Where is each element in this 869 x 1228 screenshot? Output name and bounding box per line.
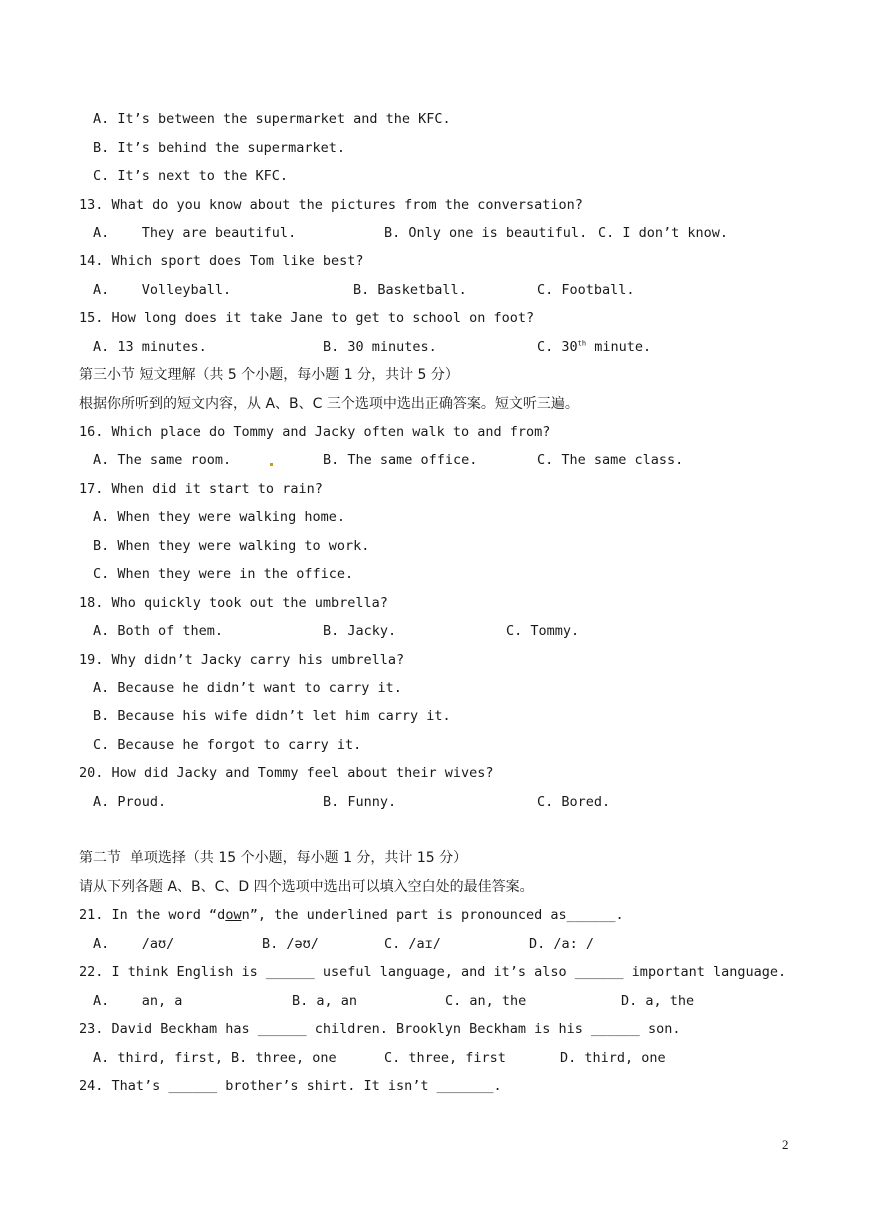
q15-option-b: B. 30 minutes. [323, 339, 437, 355]
q17-question: 17. When did it start to rain? [79, 481, 323, 497]
q21-option-d: D. /a: / [529, 936, 595, 952]
q19-option-c: C. Because he forgot to carry it. [93, 737, 362, 753]
q21-option-b: B. /əʊ/ [262, 936, 319, 952]
q20-question: 20. How did Jacky and Tommy feel about their wives? [79, 765, 494, 781]
q18-option-b: B. Jacky. [323, 623, 397, 639]
q13-option-c: C. I don’t know. [598, 225, 729, 241]
section3-heading: 第三小节 短文理解（共 5 个小题，每小题 1 分，共计 5 分） [79, 367, 459, 383]
q18-question: 18. Who quickly took out the umbrella? [79, 595, 388, 611]
q17-option-a: A. When they were walking home. [93, 509, 345, 525]
q19-option-b: B. Because his wife didn’t let him carry it. [93, 708, 451, 724]
q14-option-c: C. Football. [537, 282, 635, 298]
q16-option-b: B. The same office. [323, 452, 478, 468]
page-number: 2 [782, 1137, 789, 1152]
q14-option-b: B. Basketball. [353, 282, 467, 298]
section2-instruction: 请从下列各题 A、B、C、D 四个选项中选出可以填入空白处的最佳答案。 [79, 879, 534, 895]
stray-dot-mark [270, 463, 273, 466]
section3-instruction: 根据你所听到的短文内容，从 A、B、C 三个选项中选出正确答案。短文听三遍。 [79, 396, 579, 412]
q15-option-a: A. 13 minutes. [93, 339, 207, 355]
q23-option-c: C. three, first [384, 1050, 506, 1066]
q23-option-d: D. third, one [560, 1050, 666, 1066]
q13-question: 13. What do you know about the pictures from the conversation? [79, 197, 583, 213]
q24-question: 24. That’s ______ brother’s shirt. It isn’t _______. [79, 1078, 502, 1094]
q17-option-b: B. When they were walking to work. [93, 538, 370, 554]
q13-option-b: B. Only one is beautiful. [384, 225, 588, 241]
q21-question: 21. In the word “down”, the underlined part is pronounced as______. [79, 907, 624, 923]
q14-option-a: A. Volleyball. [93, 282, 232, 298]
q20-option-c: C. Bored. [537, 794, 611, 810]
q18-option-c: C. Tommy. [506, 623, 580, 639]
q19-option-a: A. Because he didn’t want to carry it. [93, 680, 402, 696]
q21-option-a: A. /aʊ/ [93, 936, 175, 952]
q13-option-a: A. They are beautiful. [93, 225, 297, 241]
q22-option-d: D. a, the [621, 993, 695, 1009]
section2-heading: 第二节 单项选择（共 15 个小题，每小题 1 分，共计 15 分） [79, 850, 468, 866]
q14-question: 14. Which sport does Tom like best? [79, 253, 364, 269]
q23-question: 23. David Beckham has ______ children. Brooklyn Beckham is his ______ son. [79, 1021, 681, 1037]
q22-option-c: C. an, the [445, 993, 527, 1009]
q17-option-c: C. When they were in the office. [93, 566, 354, 582]
q21-option-c: C. /aɪ/ [384, 936, 441, 952]
q12-option-a: A. It’s between the supermarket and the KFC. [93, 111, 451, 127]
q22-question: 22. I think English is ______ useful language, and it’s also ______ important language. [79, 964, 787, 980]
q22-option-b: B. a, an [292, 993, 358, 1009]
q22-option-a: A. an, a [93, 993, 183, 1009]
q15-option-c: C. 30th minute. [537, 339, 652, 355]
q23-option-a: A. third, first, [93, 1050, 224, 1066]
q20-option-a: A. Proud. [93, 794, 167, 810]
q18-option-a: A. Both of them. [93, 623, 224, 639]
q16-option-c: C. The same class. [537, 452, 684, 468]
q23-option-b: B. three, one [231, 1050, 337, 1066]
q15-question: 15. How long does it take Jane to get to school on foot? [79, 310, 535, 326]
q16-question: 16. Which place do Tommy and Jacky often walk to and from? [79, 424, 551, 440]
q20-option-b: B. Funny. [323, 794, 397, 810]
q16-option-a: A. The same room. [93, 452, 232, 468]
q19-question: 19. Why didn’t Jacky carry his umbrella? [79, 652, 405, 668]
q12-option-b: B. It’s behind the supermarket. [93, 140, 345, 156]
q12-option-c: C. It’s next to the KFC. [93, 168, 289, 184]
